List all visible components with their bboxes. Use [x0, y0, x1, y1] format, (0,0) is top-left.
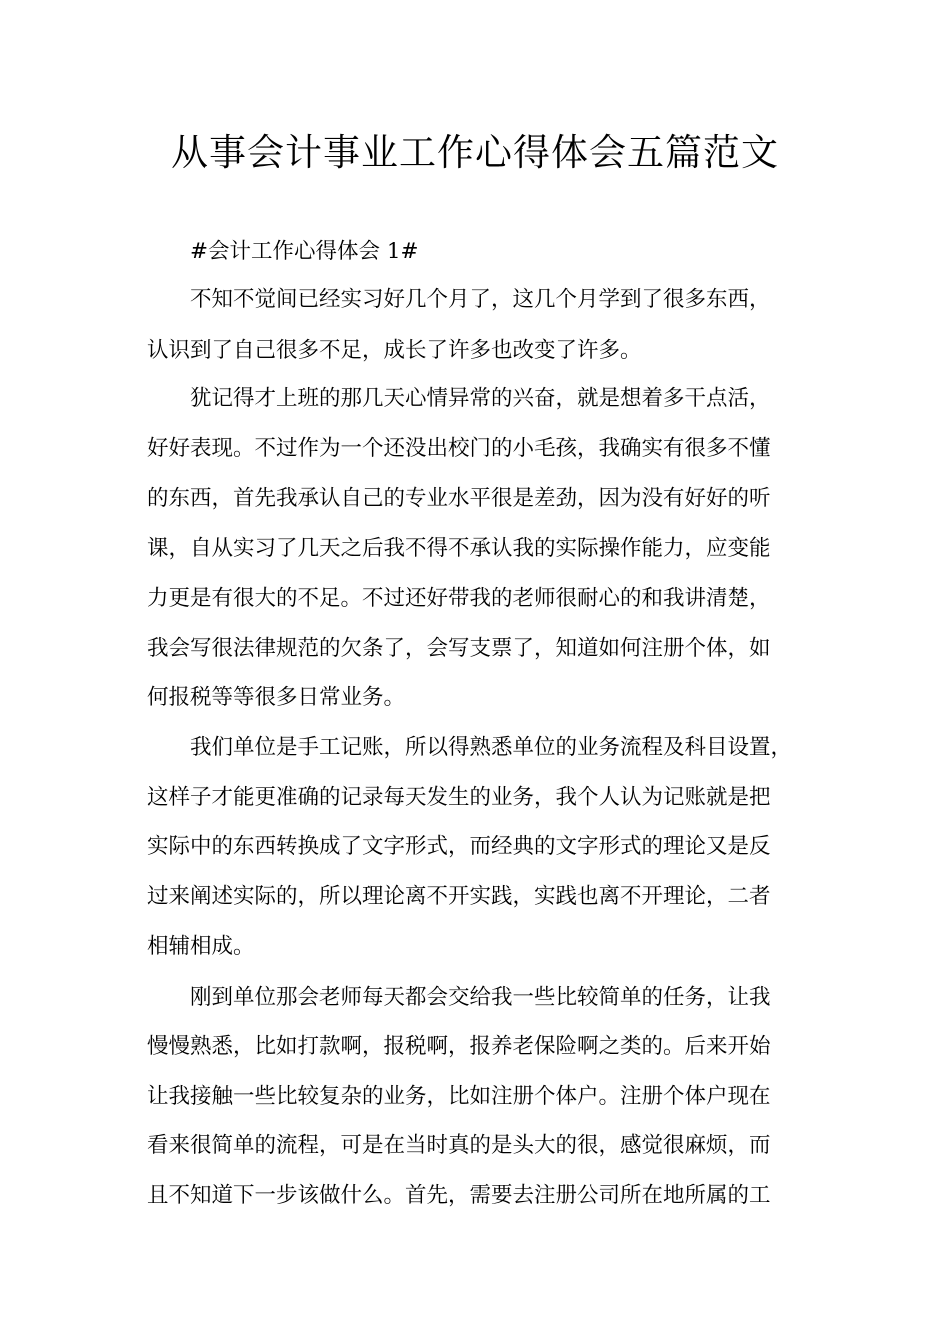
paragraph-2-line-6: 我会写很法律规范的欠条了，会写支票了，知道如何注册个体，如 — [147, 636, 771, 661]
document-title: 从事会计事业工作心得体会五篇范文 — [171, 131, 779, 174]
paragraph-3-line-4: 过来阐述实际的，所以理论离不开实践，实践也离不开理论，二者 — [147, 884, 771, 909]
paragraph-3-line-3: 实际中的东西转换成了文字形式，而经典的文字形式的理论又是反 — [147, 834, 771, 859]
section-heading: #会计工作心得体会 1# — [190, 239, 419, 264]
paragraph-3-line-2: 这样子才能更准确的记录每天发生的业务，我个人认为记账就是把 — [147, 785, 771, 810]
paragraph-2-line-7: 何报税等等很多日常业务。 — [147, 685, 406, 710]
paragraph-4-line-4: 看来很简单的流程，可是在当时真的是头大的很，感觉很麻烦，而 — [147, 1133, 771, 1158]
paragraph-3-line-1: 我们单位是手工记账，所以得熟悉单位的业务流程及科目设置， — [190, 735, 793, 760]
paragraph-2-line-1: 犹记得才上班的那几天心情异常的兴奋，就是想着多干点活， — [190, 386, 771, 411]
paragraph-4-line-1: 刚到单位那会老师每天都会交给我一些比较简单的任务，让我 — [190, 985, 771, 1010]
paragraph-4-line-5: 且不知道下一步该做什么。首先，需要去注册公司所在地所属的工 — [147, 1183, 771, 1208]
paragraph-4-line-3: 让我接触一些比较复杂的业务，比如注册个体户。注册个体户现在 — [147, 1084, 771, 1109]
paragraph-2-line-2: 好好表现。不过作为一个还没出校门的小毛孩，我确实有很多不懂 — [147, 436, 771, 461]
paragraph-1-line-1: 不知不觉间已经实习好几个月了，这几个月学到了很多东西， — [190, 287, 771, 312]
paragraph-2-line-3: 的东西，首先我承认自己的专业水平很是差劲，因为没有好好的听 — [147, 486, 771, 511]
paragraph-2-line-5: 力更是有很大的不足。不过还好带我的老师很耐心的和我讲清楚， — [147, 586, 771, 611]
paragraph-4-line-2: 慢慢熟悉，比如打款啊，报税啊，报养老保险啊之类的。后来开始 — [147, 1034, 771, 1059]
paragraph-3-line-5: 相辅相成。 — [147, 934, 255, 959]
paragraph-1-line-2: 认识到了自己很多不足，成长了许多也改变了许多。 — [147, 338, 642, 363]
paragraph-2-line-4: 课，自从实习了几天之后我不得不承认我的实际操作能力，应变能 — [147, 536, 771, 561]
